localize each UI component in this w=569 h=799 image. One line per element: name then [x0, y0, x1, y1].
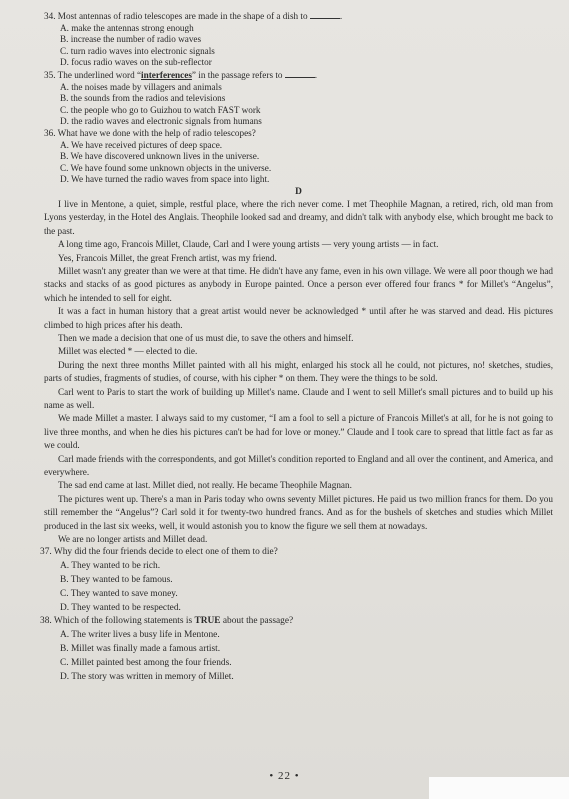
- q37-option-a: A. They wanted to be rich.: [60, 561, 161, 572]
- page-number: • 22 •: [269, 770, 300, 782]
- question-38: [40, 615, 553, 684]
- passage-paragraph: Millet wasn't any greater than we were at that time. He didn't have any fame, even in his own village. We were all poor though we had stacks and stacks of as good pictures as anybody in Europe painted. Once a person ever offered four francs * for Millet's “Angelus”, which he intended to sell for eight.: [44, 265, 553, 303]
- q34-option-b: B. increase the number of radio waves: [60, 34, 202, 45]
- q35-stem: 35. The underlined word “: [44, 69, 142, 80]
- q35-stem-end: .: [314, 69, 318, 80]
- passage-paragraph: A long time ago, Francois Millet, Claude, Carl and I were young artists — very young artists — in fact.: [58, 239, 439, 250]
- passage-paragraph: Millet was elected * — elected to die.: [58, 346, 198, 357]
- q36-stem: 36. What have we done with the help of radio telescopes?: [44, 127, 256, 138]
- q38-option-a: A. The writer lives a busy life in Mentone.: [60, 630, 220, 641]
- passage-paragraph: The pictures went up. There's a man in Paris today who owns seventy Millet pictures. He paid us two million francs for them. Do you still remember the “Angelus”? Carl sold it for twenty-two hundred francs. And as for the bushels of sketches and studies which Millet produced in the last six weeks, well, it would astonish you to know the figure we sell them at nowadays.: [44, 493, 553, 531]
- q38-option-d: D. The story was written in memory of Millet.: [60, 671, 234, 682]
- passage-paragraph: Carl made friends with the correspondents, and got Millet's condition reported to England and all over the continent, and America, and everywhere.: [44, 453, 553, 478]
- passage-paragraph: Yes, Francois Millet, the great French artist, was my friend.: [58, 252, 277, 263]
- passage-paragraph: The sad end came at last. Millet died, not really. He became Theophile Magnan.: [58, 480, 352, 491]
- q35-option-b: B. the sounds from the radios and televisions: [60, 93, 226, 104]
- q34-option-c: C. turn radio waves into electronic signals: [60, 45, 215, 56]
- passage-paragraph: We made Millet a master. I always said to my customer, “I am a fool to sell a picture of Francois Millet's at all, for he is not going to live three months, and when he dies his pictures can't be had for love or money.” Claude and I took care to spread that little fact as far as we could.: [44, 413, 553, 451]
- q35-underlined-word: interferences: [141, 69, 192, 80]
- question-35: [44, 69, 553, 128]
- passage-paragraph: We are no longer artists and Millet dead.: [58, 534, 208, 545]
- answer-blank: [310, 10, 343, 21]
- q35-option-c: C. the people who go to Guizhou to watch FAST work: [60, 104, 261, 115]
- q35-option-a: A. the noises made by villagers and animals: [60, 81, 222, 92]
- passage-paragraph: It was a fact in human history that a great artist would never be acknowledged * until after he was starved and dead. His pictures climbed to high prices after his death.: [44, 306, 553, 330]
- q37-option-d: D. They wanted to be respected.: [60, 602, 181, 613]
- passage-paragraph: During the next three months Millet painted with all his might, enlarged his stock all he could, not pictures, no! sketches, studies, parts of studies, fragments of studies, of course, with his cipher * on them. They were the things to be sold.: [44, 359, 553, 384]
- q38-stem-rest: about the passage?: [222, 616, 294, 627]
- q35-stem-rest: ” in the passage refers to: [191, 69, 283, 80]
- answer-blank: [285, 69, 318, 80]
- question-36: [44, 128, 553, 186]
- question-37: [40, 546, 553, 615]
- passage-paragraph: Carl went to Paris to start the work of building up Millet's name. Claude and I went to sell Millet's small pictures and to build up his name as well.: [44, 386, 553, 410]
- reading-passage: [44, 198, 553, 547]
- q38-option-c: C. Millet painted best among the four friends.: [60, 657, 232, 668]
- passage-paragraph: I live in Mentone, a quiet, simple, restful place, where the rich never come. I met Theophile Magnan, a retired, rich, old man from Lyons yesterday, in the Hotel des Anglais. Theophile looked sad and dreamy, and didn't talk with anybody else, which brought me back to the past.: [44, 198, 553, 236]
- q34-option-a: A. make the antennas strong enough: [60, 22, 194, 33]
- q38-stem: 38. Which of the following statements is: [40, 616, 193, 627]
- q37-option-c: C. They wanted to save money.: [60, 588, 178, 599]
- q38-option-b: B. Millet was finally made a famous artist.: [60, 644, 221, 655]
- q34-stem: 34. Most antennas of radio telescopes are made in the shape of a dish to: [44, 11, 308, 21]
- section-label: D: [295, 186, 302, 197]
- q34-stem-end: .: [339, 11, 343, 21]
- q36-option-d: D. We have turned the radio waves from space into light.: [60, 174, 270, 185]
- q34-option-d: D. focus radio waves on the sub-reflector: [60, 57, 212, 68]
- q36-option-b: B. We have discovered unknown lives in the universe.: [60, 151, 260, 162]
- q35-option-d: D. the radio waves and electronic signals from humans: [60, 116, 262, 127]
- q38-stem-bold: TRUE: [194, 616, 221, 627]
- q36-option-a: A. We have received pictures of deep space.: [60, 139, 223, 150]
- q37-option-b: B. They wanted to be famous.: [60, 575, 173, 586]
- page-edge: [429, 777, 569, 799]
- question-34: [44, 10, 553, 69]
- passage-paragraph: Then we made a decision that one of us must die, to save the others and himself.: [58, 332, 354, 343]
- q37-stem: 37. Why did the four friends decide to elect one of them to die?: [40, 547, 278, 558]
- q36-option-c: C. We have found some unknown objects in the universe.: [60, 162, 272, 173]
